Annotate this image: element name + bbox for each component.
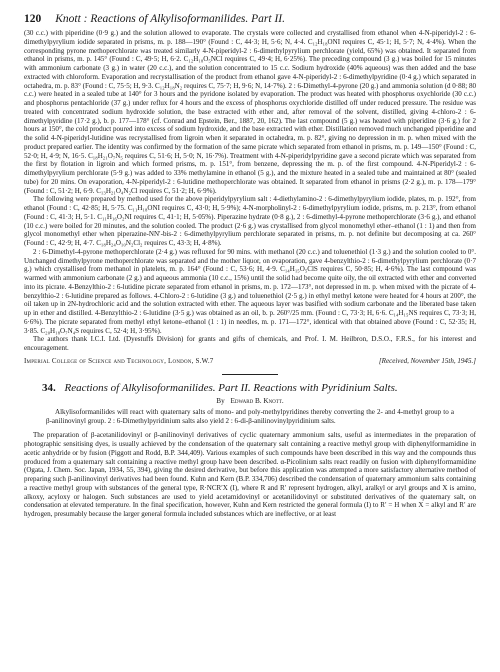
author-line [24,396,476,406]
paragraph-benzylthio: 2 : 6-Dimethyl-4-pyrone methoperchlorate (2·4 g.) was refluxed for 90 mins. with methanol (20 c.c.) and toluenethiol (1·3 g.) and the solution cooled to 0°. Unchanged dimethylpyrone methoperchlorate was separated and the mother liquor, on evaporation, gave 4-benzylthio-2 : 6-dimethylpyrylium perchlorate (0·7 g.) which crystallised from methanol in platelets, m. p. 164° (Found : C, 53·6; H, 4·9. C₁₄H₁₅O₅ClS requires C, 50·85; H, 4·6%). The last compound was warmed with ammonium carbonate (2 g.) and aqueous ammonia (10 c.c., 15%) until the solid had become quite oily, the oil extracted with ether and converted into its picrate. 4-Benzylthio-2 : 6-lutidine picrate separated from ethanol in prisms, m. p. 172—173°, not depressed in m. p. when mixed with the picrate of 4-benzylthio-2 : 6-lutidine prepared as follows. 4-Chloro-2 : 6-lutidine (3 g.) and toluenethiol (2·5 g.) in ethyl methyl ketone were heated for 4 hours at 200°, the oil taken up in 2N-hydrochloric acid and the solution extracted with ether. The aqueous layer was basified with sodium carbonate and the liberated base taken up in ether and distilled. 4-Benzylthio-2 : 6-lutidine (3·5 g.) was obtained as an oil, b. p. 260°/25 mm. (Found : C, 73·3; H, 6·6. C₁₄H₁₅NS requires C, 73·3; H, 6·6%). The picrate separated from methyl ethyl ketone–ethanol (1 : 1) in needles, m. p. 171—172°, identical with that obtained above (Found : C, 52·35; H, 3·85. C₂₀H₁₈O₇N₄S requires C, 52·4; H, 3·95%). [24,247,476,335]
affiliation-line [24,357,476,366]
running-title: Knott : Reactions of Alkylisoformanilides. Part II. [55,13,286,25]
page-number: 120 [24,13,42,25]
author-name: Edward B. Knott. [230,396,284,405]
running-head [24,12,476,26]
article-number: 34. [42,381,56,394]
paragraph-prepared-salts: The following were prepared by method used for the above piperidylpyrylium salt : 4-diethylamino-2 : 6-dimethylpyrylium iodide, plates, m. p. 192°, from ethanol (Found : C, 42·85; H, 5·75. C₁₁H₁₈ONI requires C, 43·0; H, 5·9%); 4-N-morpholinyl-2 : 6-dimethylpyrylium iodide, prisms, m. p. 213°, from ethanol (Found : C, 41·3; H, 5·1. C₁₁H₁₆O₂NI requires C, 41·1; H, 5·05%). Piperazine hydrate (0·8 g.), 2 : 6-dimethyl-4-pyrone methoperchlorate (3·6 g.), and ethanol (10 c.c.) were boiled for 20 minutes, and the solution cooled. The product (2·6 g.) was crystallised from glycol monomethyl ether–ethanol (1 : 1) and then from glycol monomethyl ether when piperazine-NN′-bis-2 : 6-dimethylpyrylium perchlorate separated in prisms, m. p. not definite but decomposing at ca. 260° (Found : C, 42·9; H, 4·7. C₁₈H₂₄O₁₀N₂Cl₂ requires C, 43·3; H, 4·8%). [24,195,476,247]
article-heading [42,381,476,395]
intro-paragraph: The preparation of β-acetanilidovinyl or β-anilinovinyl derivatives of cyclic quaternary ammonium salts, useful as intermediates in the preparation of photographic sensitising dyes, is usually achieved by the condensation of the quaternary salt containing a reactive methyl group with diphenylformamidine in acetic anhydride or by fusion (Piggott and Rodd, B.P. 344,409). Various examples of such compounds have been described in this way and the compounds thus produced from a quaternary salt containing a reactive methyl group have been described. α-Picolinium salts react readily on fusion with diphenylformamidine (Ogata, J. Chem. Soc. Japan, 1934, 55, 394), giving the desired derivative, but before this application was attempted a more satisfactory alternative method of preparing such β-anilinovinyl derivatives had been found. Kuhn and Kern (B.P. 334,706) described the condensation of quaternary ammonium salts containing a reactive methyl group with substances of the general type, R·NCR′X (I), where R and R′ represent hydrogen, alkyl, aralkyl or aryl groups and X is amino, alkoxy, acyloxy or halogen. Such substances are used to yield acetamidovinyl or acetanilidovinyl or substituted derivatives of the quaternary salt, on condensation at elevated temperature. In the final specification, however, Kuhn and Kern restricted the general formula (I) to R′ = H when X = alkyl and R′ are hydrogen, presumably because the larger general formula included substances which are ineffective, or at least [24,431,476,518]
paragraph-piperidyl-salts: (30 c.c.) with piperidine (0·9 g.) and the solution allowed to evaporate. The crystals were collected and crystallised from ethanol when 4-N-piperidyl-2 : 6-dimethylpyrylium iodide separated in prisms, m. p. 188—190° (Found : C, 44·3; H, 5·6; N, 4·4. C₁₂H₁₈ONI requires C, 45·1; H, 5·7; N, 4·4%). When the corresponding pyrone methoperchlorate was treated similarly 4-N-piperidyl-2 : 6-dimethylpyrylium perchlorate (yield, 65%) was obtained. It separated from ethanol in prisms, m. p. 145° (Found : C, 49·5; H, 6·2. C₁₂H₁₈O₅NCl requires C, 49·4; H, 6·25%). The preceding compound (3 g.) was boiled for 15 minutes with ammonium carbonate (3 g.) in water (20 c.c.), and the solution concentrated to 15 c.c. Sodium hydroxide (40% aqueous) was then added and the base extracted with chloroform. Evaporation and recrystallisation of the product from ethanol gave 4-N-piperidyl-2 : 6-dimethylpyridine (0·4 g.) which separated in octahedra, m. p. 83° (Found : C, 75·5; H, 9·3. C₁₂H₁₈N₂ requires C, 75·7; H, 9·6; N, 14·7%). 2 : 6-Dimethyl-4-pyrone (20 g.) and ammonia solution (d 0·88; 80 c.c.) were heated in a sealed tube at 140° for 3 hours and the pyridone isolated by evaporation. The product was heated with phosphorus oxychloride (30 c.c.) and phosphorus pentachloride (37 g.) under reflux for 4 hours and the excess of phosphorus oxychloride distilled off under reduced pressure. The residue was treated with concentrated sodium hydroxide solution, the base extracted with ether and, after removal of the solvent, distilled, giving 4-chloro-2 : 6-dimethylpyridine (17·2 g.), b. p. 177—178° (cf. Conrad and Epstein, Ber., 1887, 20, 162). The last compound (5 g.) was heated with piperidine (3·6 g.) for 2 hours at 150°, the cold product poured into excess of sodium hydroxide, and the base extracted with ether. Distillation removed much unchanged piperidine and the solid 4-N-piperidyl-lutidine was recrystallised from ligroin when it separated in octahedra, m. p. 82°, giving no depression in m. p. when mixed with the product prepared earlier. The identity was confirmed by the formation of the same picrate which separated from ethanol in prisms, m. p. 149—150° (Found : C, 52·0; H, 4·9; N, 16·5. C₁₈H₂₁O₇N₅ requires C, 51·6; H, 5·0; N, 16·7%). Treatment with 4-N-piperidylpyridine gave a second picrate which was separated from the first by flotation in ligroin and which formed prisms, m. p. 151°, from benzene, depressing the m. p. of the first compound. 4-N-Piperidyl-2 : 6-dimethylpyrylium perchlorate (5·9 g.) was added to 33% methylamine in ethanol (5 g.), and the mixture heated in a sealed tube and maintained at 80° (sealed tube) for 20 mins. On evaporation, 4-N-piperidyl-2 : 6-lutidine methoperchlorate was obtained. It separated from ethanol in prisms (2·2 g.), m. p. 178—179° (Found : C, 51·2; H, 6·9. C₁₃H₂₁O₄N₂Cl requires C, 51·2; H, 6·9%). [24,29,476,195]
acknowledgement: The authors thank I.C.I. Ltd. (Dyestuffs Division) for grants and gifts of chemicals, and Prof. I. M. Heilbron, D.S.O., F.R.S., for his interest and encouragement. [24,335,476,352]
received-date: [Received, November 15th, 1945.] [378,356,476,365]
author-by: By [216,396,225,405]
experimental-text [24,29,476,353]
institution: Imperial College of Science and Technology, London, S.W.7 [24,356,214,365]
introduction-text [24,431,476,519]
article-title: Reactions of Alkylisoformanilides. Part II. Reactions with Pyridinium Salts. [64,381,398,394]
abstract: Alkylisoformanilides will react with quaternary salts of mono- and poly-methylpyridines thereby converting the 2- and 4-methyl group to a β-anilinovinyl group. 2 : 6-Dimethylpyridinium salts also yield 2 : 6-di-β-anilinovinylpyridinium salts. [46,407,454,425]
section-divider [222,374,278,375]
